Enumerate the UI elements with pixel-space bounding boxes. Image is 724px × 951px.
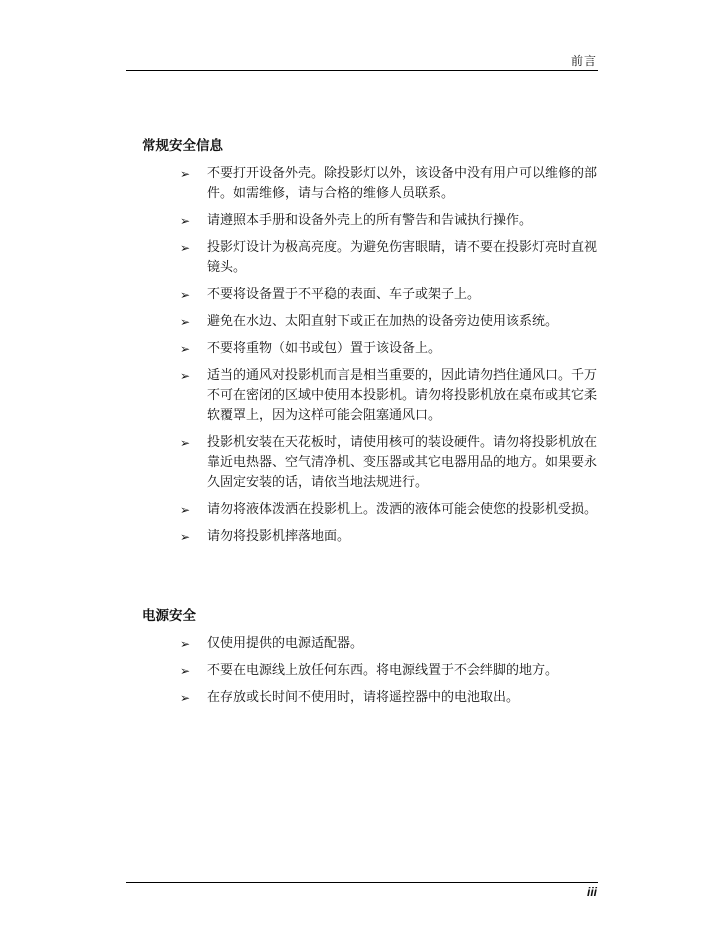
list-item-text: 不要在电源线上放任何东西。将电源线置于不会绊脚的地方。 xyxy=(207,663,559,678)
list-item xyxy=(180,366,600,426)
arrow-bullet-icon: ➢ xyxy=(180,288,191,302)
list-item-text: 不要将重物（如书或包）置于该设备上。 xyxy=(207,341,442,356)
section-heading-power-safety: 电源安全 xyxy=(142,608,196,624)
list-item xyxy=(180,164,600,204)
page-number: iii xyxy=(586,885,597,899)
list-item-text: 请勿将投影机摔落地面。 xyxy=(207,529,351,544)
list-item-text: 请勿将液体泼洒在投影机上。泼洒的液体可能会使您的投影机受损。 xyxy=(207,502,598,517)
power-safety-list xyxy=(180,634,600,715)
list-item xyxy=(180,312,600,332)
list-item xyxy=(180,661,600,681)
list-item-text: 不要将设备置于不平稳的表面、车子或架子上。 xyxy=(207,287,481,302)
section-heading-general-safety: 常规安全信息 xyxy=(142,138,223,154)
list-item xyxy=(180,634,600,654)
list-item-text: 避免在水边、太阳直射下或正在加热的设备旁边使用该系统。 xyxy=(207,314,559,329)
list-item-text: 仅使用提供的电源适配器。 xyxy=(207,636,364,651)
list-item-text: 不要打开设备外壳。除投影灯以外，该设备中没有用户可以维修的部件。如需维修，请与合格的维修人员联系。 xyxy=(207,166,598,201)
arrow-bullet-icon: ➢ xyxy=(180,664,191,678)
list-item xyxy=(180,211,600,231)
arrow-bullet-icon: ➢ xyxy=(180,637,191,651)
list-item-text: 投影机安装在天花板时，请使用核可的装设硬件。请勿将投影机放在靠近电热器、空气清净机、变压器或其它电器用品的地方。如果要永久固定安装的话，请依当地法规进行。 xyxy=(207,435,598,490)
arrow-bullet-icon: ➢ xyxy=(180,342,191,356)
list-item-text: 适当的通风对投影机而言是相当重要的，因此请勿挡住通风口。千万不可在密闭的区域中使用本投影机。请勿将投影机放在桌布或其它柔软覆罩上，因为这样可能会阻塞通风口。 xyxy=(207,368,598,423)
list-item-text: 在存放或长时间不使用时，请将遥控器中的电池取出。 xyxy=(207,690,520,705)
arrow-bullet-icon: ➢ xyxy=(180,315,191,329)
list-item xyxy=(180,339,600,359)
arrow-bullet-icon: ➢ xyxy=(180,241,191,255)
footer-divider xyxy=(126,882,598,883)
list-item-text: 投影灯设计为极高亮度。为避免伤害眼睛，请不要在投影灯亮时直视镜头。 xyxy=(207,240,598,275)
general-safety-list xyxy=(180,164,600,554)
arrow-bullet-icon: ➢ xyxy=(180,530,191,544)
arrow-bullet-icon: ➢ xyxy=(180,167,191,181)
list-item xyxy=(180,238,600,278)
list-item xyxy=(180,688,600,708)
list-item xyxy=(180,285,600,305)
page-header-title: 前言 xyxy=(570,54,597,68)
arrow-bullet-icon: ➢ xyxy=(180,369,191,383)
list-item xyxy=(180,527,600,547)
arrow-bullet-icon: ➢ xyxy=(180,214,191,228)
list-item xyxy=(180,433,600,493)
list-item-text: 请遵照本手册和设备外壳上的所有警告和告诫执行操作。 xyxy=(207,213,533,228)
arrow-bullet-icon: ➢ xyxy=(180,436,191,450)
list-item xyxy=(180,500,600,520)
header-divider xyxy=(126,70,598,71)
arrow-bullet-icon: ➢ xyxy=(180,503,191,517)
arrow-bullet-icon: ➢ xyxy=(180,691,191,705)
